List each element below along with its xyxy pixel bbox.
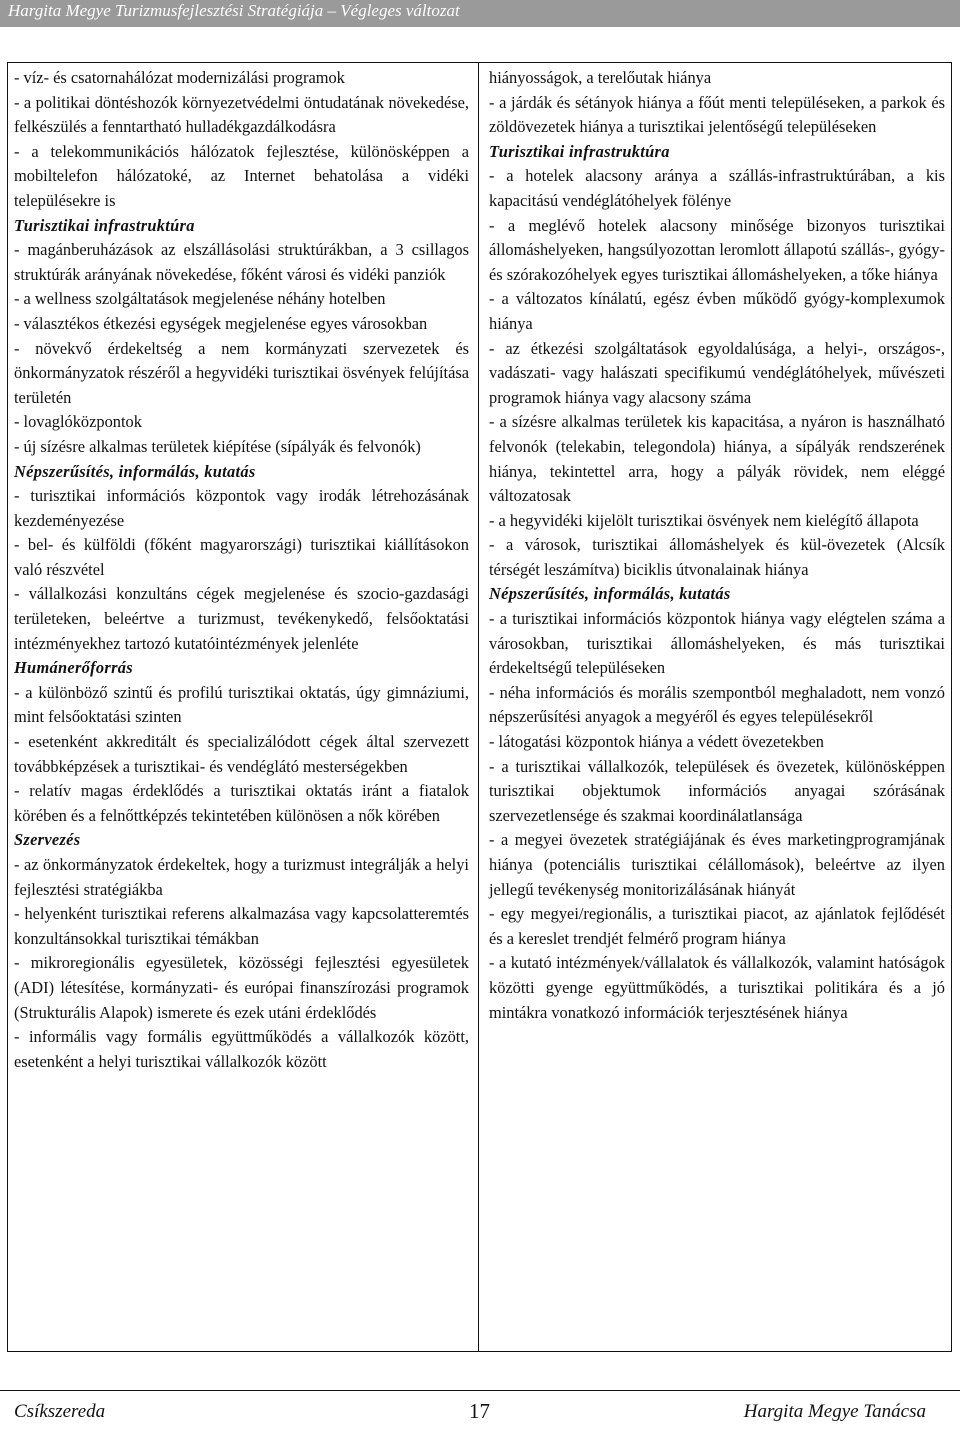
section-heading: Turisztikai infrastruktúra <box>14 215 195 235</box>
list-item: - új sízésre alkalmas területek kiépítése (sípályák és felvonók) <box>14 436 421 456</box>
list-item: - látogatási központok hiánya a védett övezetekben <box>489 732 824 752</box>
list-item: - vállalkozási konzultáns cégek megjelenése és szocio-gazdasági területeken, beleértve a turizmust, tevékenykedő, felsőoktatási intézményekhez tartozó kutatóintézmények jelenléte <box>14 584 469 653</box>
list-item: - a járdák és sétányok hiánya a főút menti településeken, a parkok és zöldövezetek hiánya a turisztikai jelentőségű településeken <box>489 92 945 137</box>
page-number: 17 <box>469 1399 490 1423</box>
list-item: - mikroregionális egyesületek, közösségi fejlesztési egyesületek (ADI) létesítése, kormányzati- és európai finanszírozási programok (Strukturális Alapok) ismerete és ezek utáni érdeklődés <box>14 953 469 1022</box>
list-item: - a megyei övezetek stratégiájának és éves marketingprogramjának hiánya (potenciális turisztikai célállomások), beleértve az ilyen jellegű tevékenység monitorizálásának hiányát <box>489 830 945 899</box>
list-item: - a hotelek alacsony aránya a szállás-infrastruktúrában, a kis kapacitású vendéglátóhelyek fölénye <box>489 166 945 210</box>
list-item: hiányosságok, a terelőutak hiánya <box>489 68 712 87</box>
list-item: - a turisztikai vállalkozók, települések és övezetek, különösképpen turisztikai objektumok információs anyagai szórásának szervezetlensége és szakmai koordinálatlansága <box>489 756 945 825</box>
list-item: - a telekommunikációs hálózatok fejlesztése, különösképpen a mobiltelefon hálózatoké, az Internet behatolása a vidéki településekre is <box>14 141 469 210</box>
list-item: - a hegyvidéki kijelölt turisztikai ösvények nem kielégítő állapota <box>489 510 919 530</box>
document-title: Hargita Megye Turizmusfejlesztési Stratégiája – Végleges változat <box>8 1 460 20</box>
section-heading: Turisztikai infrastruktúra <box>489 141 670 161</box>
footer-city: Csíkszereda <box>14 1401 106 1422</box>
list-item: - a különböző szintű és profilú turisztikai oktatás, úgy gimnáziumi, mint felsőoktatási szinten <box>14 682 469 727</box>
section-heading: Szervezés <box>14 830 81 850</box>
list-item: - növekvő érdekeltség a nem kormányzati szervezetek és önkormányzatok részéről a hegyvidéki turisztikai ösvények felújítása területén <box>14 338 469 407</box>
list-item: - turisztikai információs központok vagy irodák létrehozásának kezdeményezése <box>14 486 469 530</box>
list-item: - egy megyei/regionális, a turisztikai piacot, az ajánlatok fejlődését és a kereslet trendjét felmérő program hiánya <box>489 904 945 948</box>
list-item: - az étkezési szolgáltatások egyoldalúsága, a helyi-, országos-, vadászati- vagy halászati specifikumú vendéglátóhelyek, művészeti programok hiánya vagy alacsony száma <box>489 338 945 407</box>
column-divider <box>478 62 479 1352</box>
list-item: - a wellness szolgáltatások megjelenése néhány hotelben <box>14 289 386 309</box>
list-item: - a turisztikai információs központok hiánya vagy elégtelen száma a városokban, turisztikai állomáshelyeken, és más turisztikai érdekeltségű településeken <box>489 609 945 678</box>
list-item: - magánberuházások az elszállásolási struktúrákban, a 3 csillagos struktúrák arányának növekedése, főként városi és vidéki panziók <box>14 240 469 284</box>
list-item: - a politikai döntéshozók környezetvédelmi öntudatának növekedése, felkészülés a fenntartható hulladékgazdálkodásra <box>14 92 469 137</box>
list-item: - bel- és külföldi (főként magyarországi) turisztikai kiállításokon való részvétel <box>14 535 469 579</box>
list-item: - a meglévő hotelek alacsony minősége bizonyos turisztikai állomáshelyeken, hangsúlyozottan leromlott állapotú szállás-, gyógy- és szórakozóhelyek egyes turisztikai állomáshelyeken, a tőke hiánya <box>489 215 945 284</box>
list-item: - a változatos kínálatú, egész évben működő gyógy-komplexumok hiánya <box>489 289 945 333</box>
list-item: - a városok, turisztikai állomáshelyek és kül-övezetek (Alcsík térségét leszámítva) biciklis útvonalainak hiánya <box>489 535 945 579</box>
list-item: - víz- és csatornahálózat modernizálási programok <box>14 68 345 87</box>
list-item: - választékos étkezési egységek megjelenése egyes városokban <box>14 313 428 333</box>
footer-rule <box>0 1390 960 1391</box>
section-heading: Humánerőforrás <box>14 658 133 678</box>
list-item: - az önkormányzatok érdekeltek, hogy a turizmust integrálják a helyi fejlesztési stratégiákba <box>14 855 469 899</box>
footer-publisher: Hargita Megye Tanácsa <box>743 1401 926 1422</box>
list-item: - relatív magas érdeklődés a turisztikai oktatás iránt a fiatalok körében és a felnőttképzés tekintetében különösen a nők körében <box>14 781 469 825</box>
list-item: - a kutató intézmények/vállalatok és vállalkozók, valamint hatóságok közötti gyenge együttműködés, a turisztikai politikára és a jó mintákra vonatkozó információk terjesztésének hiánya <box>489 953 945 1022</box>
section-heading: Népszerűsítés, informálás, kutatás <box>489 584 731 604</box>
list-item: - helyenként turisztikai referens alkalmazása vagy kapcsolatteremtés konzultánsokkal turisztikai témákban <box>14 904 469 948</box>
list-item: - esetenként akkreditált és specializálódott cégek által szervezett továbbképzések a turisztikai- és vendéglátó mesterségekben <box>14 732 469 776</box>
list-item: - informális vagy formális együttműködés a vállalkozók között, esetenként a helyi turisztikai vállalkozók között <box>14 1027 469 1071</box>
weaknesses-column <box>489 66 945 1025</box>
list-item: - néha információs és morális szempontból meghaladott, nem vonzó népszerűsítési anyagok a megyéről és egyes településekről <box>489 682 945 727</box>
list-item: - lovaglóközpontok <box>14 412 142 432</box>
header-band <box>0 0 960 27</box>
strengths-column <box>14 66 469 1074</box>
section-heading: Népszerűsítés, informálás, kutatás <box>14 461 256 481</box>
list-item: - a sízésre alkalmas területek kis kapacitása, a nyáron is használható felvonók (telekabin, telegondola) hiánya, a sípályák rendszerének hiánya, tekintettel arra, hogy a pályák rövidek, nem eléggé változatosak <box>489 412 945 506</box>
